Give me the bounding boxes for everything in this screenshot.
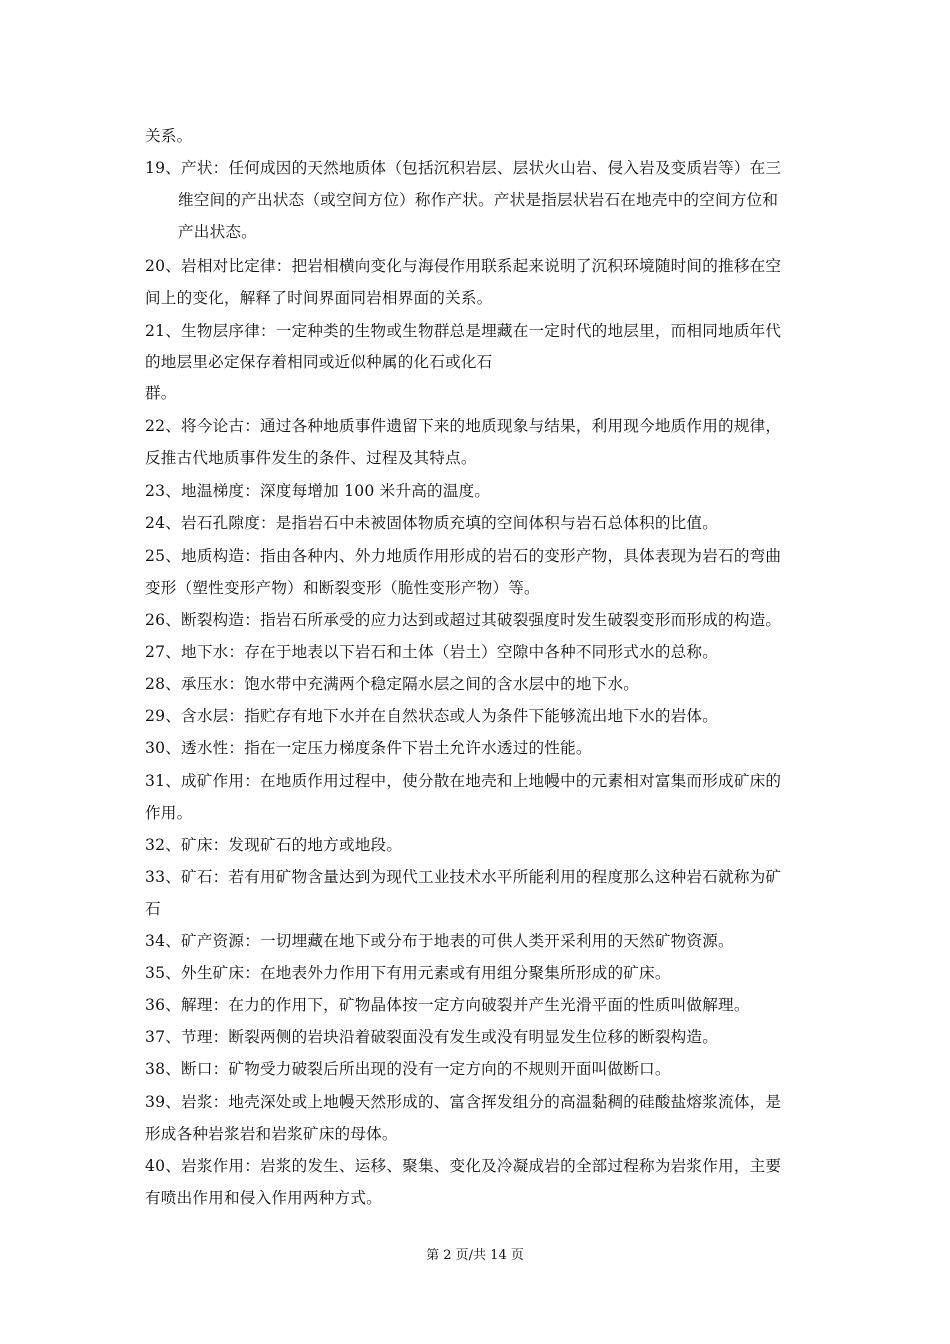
text-line: 25、地质构造：指由各种内、外力地质作用形成的岩石的变形产物，具体表现为岩石的弯曲 [145, 547, 782, 565]
text-line: 20、岩相对比定律：把岩相横向变化与海侵作用联系起来说明了沉积环境随时间的推移在空 [145, 257, 782, 275]
text-line: 19、产状：任何成因的天然地质体（包括沉积岩层、层状火山岩、侵入岩及变质岩等）在三 [145, 159, 782, 177]
text-line: 40、岩浆作用：岩浆的发生、运移、聚集、变化及冷凝成岩的全部过程称为岩浆作用，主要 [145, 1157, 782, 1175]
text-line: 35、外生矿床：在地表外力作用下有用元素或有用组分聚集所形成的矿床。 [145, 964, 671, 982]
text-line: 33、矿石：若有用矿物含量达到为现代工业技术水平所能利用的程度那么这种岩石就称为矿 [145, 868, 782, 886]
text-line: 维空间的产出状态（或空间方位）称作产状。产状是指层状岩石在地壳中的空间方位和 [178, 191, 779, 209]
text-line: 石 [145, 900, 161, 918]
text-line: 38、断口：矿物受力破裂后所出现的没有一定方向的不规则开面叫做断口。 [145, 1060, 671, 1078]
text-line: 37、节理：断裂两侧的岩块沿着破裂面没有发生或没有明显发生位移的断裂构造。 [145, 1028, 719, 1046]
text-line: 30、透水性：指在一定压力梯度条件下岩土允许水透过的性能。 [145, 739, 592, 757]
page-footer: 第 2 页/共 14 页 [426, 1248, 524, 1263]
text-line: 26、断裂构造：指岩石所承受的应力达到或超过其破裂强度时发生破裂变形而形成的构造。 [145, 611, 782, 629]
text-line: 的地层里必定保存着相同或近似种属的化石或化石 [145, 353, 493, 371]
text-line: 变形（塑性变形产物）和断裂变形（脆性变形产物）等。 [145, 579, 540, 597]
text-line: 群。 [145, 384, 177, 402]
text-line: 27、地下水：存在于地表以下岩石和土体（岩土）空隙中各种不同形式水的总称。 [145, 643, 719, 661]
text-line: 形成各种岩浆岩和岩浆矿床的母体。 [145, 1125, 398, 1143]
text-line: 作用。 [145, 804, 193, 822]
text-line: 31、成矿作用：在地质作用过程中，使分散在地壳和上地幔中的元素相对富集而形成矿床的 [145, 772, 782, 790]
text-line: 反推古代地质事件发生的条件、过程及其特点。 [145, 449, 477, 467]
text-line: 有喷出作用和侵入作用两种方式。 [145, 1189, 382, 1207]
text-line: 22、将今论古：通过各种地质事件遗留下来的地质现象与结果，利用现今地质作用的规律， [145, 417, 782, 435]
text-line: 36、解理：在力的作用下，矿物晶体按一定方向破裂并产生光滑平面的性质叫做解理。 [145, 996, 750, 1014]
text-line: 39、岩浆：地壳深处或上地幔天然形成的、富含挥发组分的高温黏稠的硅酸盐熔浆流体，是 [145, 1093, 782, 1111]
text-line: 24、岩石孔隙度：是指岩石中未被固体物质充填的空间体积与岩石总体积的比值。 [145, 514, 719, 532]
text-line: 产出状态。 [178, 223, 257, 241]
text-line: 关系。 [145, 127, 193, 145]
text-line: 29、含水层：指贮存有地下水并在自然状态或人为条件下能够流出地下水的岩体。 [145, 707, 719, 725]
text-line: 28、承压水：饱水带中充满两个稳定隔水层之间的含水层中的地下水。 [145, 675, 640, 693]
text-line: 23、地温梯度：深度每增加 100 米升高的温度。 [145, 482, 491, 500]
text-line: 21、生物层序律：一定种类的生物或生物群总是埋藏在一定时代的地层里，而相同地质年代 [145, 322, 782, 340]
text-line: 间上的变化，解释了时间界面同岩相界面的关系。 [145, 289, 493, 307]
text-line: 32、矿床：发现矿石的地方或地段。 [145, 836, 403, 854]
text-line: 34、矿产资源：一切埋藏在地下或分布于地表的可供人类开采利用的天然矿物资源。 [145, 932, 734, 950]
